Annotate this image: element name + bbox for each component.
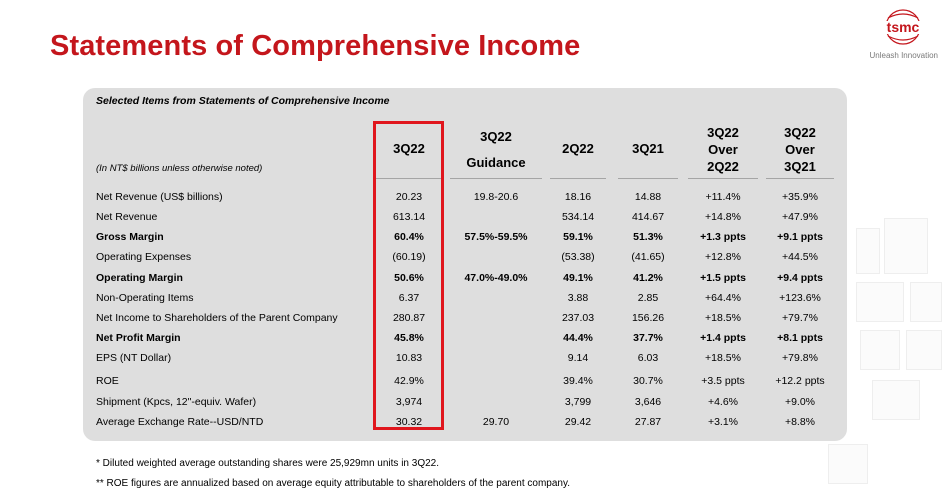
cell-q3_22: 42.9% — [394, 375, 424, 387]
row-label: Average Exchange Rate--USD/NTD — [96, 416, 264, 428]
footnote-roe: ** ROE figures are annualized based on average equity attributable to shareholders of the parent company. — [96, 478, 570, 489]
cell-yoy: +8.1 ppts — [777, 332, 823, 344]
table-row — [0, 247, 942, 267]
cell-q3_21: 2.85 — [637, 292, 659, 304]
table-row — [0, 207, 942, 227]
cell-q3_21: 51.3% — [633, 231, 663, 243]
cell-q3_22: 280.87 — [392, 312, 426, 324]
cell-q3_21: (41.65) — [631, 251, 665, 263]
cell-q2_22: 18.16 — [564, 191, 592, 203]
cell-q3_21: 37.7% — [633, 332, 663, 344]
footnote-shares: * Diluted weighted average outstanding shares were 25,929mn units in 3Q22. — [96, 458, 439, 469]
cell-q2_22: 3,799 — [564, 396, 592, 408]
cell-qoq: +18.5% — [705, 312, 741, 324]
table-row — [0, 268, 942, 288]
cell-yoy: +9.1 ppts — [777, 231, 823, 243]
row-label: Gross Margin — [96, 231, 164, 243]
cell-yoy: +12.2 ppts — [775, 375, 825, 387]
cell-guidance: 19.8-20.6 — [473, 191, 519, 203]
cell-qoq: +12.8% — [705, 251, 741, 263]
cell-q2_22: 39.4% — [563, 375, 593, 387]
cell-q3_22: 3,974 — [395, 396, 423, 408]
cell-yoy: +35.9% — [782, 191, 818, 203]
cell-qoq: +18.5% — [705, 352, 741, 364]
cell-q2_22: 534.14 — [561, 211, 595, 223]
cell-yoy: +9.4 ppts — [777, 272, 823, 284]
cell-yoy: +8.8% — [784, 416, 816, 428]
cell-q3_21: 6.03 — [637, 352, 659, 364]
table-row — [0, 392, 942, 412]
cell-qoq: +1.5 ppts — [700, 272, 746, 284]
column-header-qoq: 3Q22 Over 2Q22 — [707, 125, 739, 174]
tagline: Unleash Innovation — [869, 51, 938, 60]
header-divider — [450, 178, 542, 179]
cell-q2_22: 49.1% — [563, 272, 593, 284]
cell-qoq: +3.1% — [707, 416, 739, 428]
table-row — [0, 227, 942, 247]
cell-q3_21: 27.87 — [634, 416, 662, 428]
row-label: Operating Margin — [96, 272, 183, 284]
row-label: Net Profit Margin — [96, 332, 181, 344]
cell-q3_22: 30.32 — [395, 416, 423, 428]
panel-heading: Selected Items from Statements of Comprehensive Income — [96, 95, 390, 107]
cell-q3_21: 41.2% — [633, 272, 663, 284]
row-label: Shipment (Kpcs, 12"-equiv. Wafer) — [96, 396, 257, 408]
row-label: EPS (NT Dollar) — [96, 352, 172, 364]
cell-q3_21: 14.88 — [634, 191, 662, 203]
cell-q2_22: 9.14 — [567, 352, 589, 364]
table-row — [0, 288, 942, 308]
cell-qoq: +4.6% — [707, 396, 739, 408]
column-header-3q21: 3Q21 — [632, 141, 664, 156]
row-label: Net Revenue (US$ billions) — [96, 191, 223, 203]
table-row — [0, 348, 942, 368]
cell-q2_22: (53.38) — [561, 251, 595, 263]
cell-yoy: +9.0% — [784, 396, 816, 408]
cell-qoq: +1.4 ppts — [700, 332, 746, 344]
cell-q3_21: 3,646 — [634, 396, 662, 408]
decor-square — [828, 444, 868, 484]
cell-q3_22: 20.23 — [395, 191, 423, 203]
header-divider — [766, 178, 834, 179]
table-row — [0, 371, 942, 391]
header-divider — [550, 178, 606, 179]
logo-text: tsmc — [886, 19, 920, 35]
header-divider — [618, 178, 678, 179]
table-row — [0, 328, 942, 348]
cell-q2_22: 29.42 — [564, 416, 592, 428]
column-header-guidance: 3Q22 Guidance — [466, 129, 526, 170]
row-label: ROE — [96, 375, 119, 387]
table-row — [0, 187, 942, 207]
cell-qoq: +14.8% — [705, 211, 741, 223]
highlight-box-3q22 — [373, 121, 444, 430]
cell-q3_22: 6.37 — [398, 292, 420, 304]
cell-q2_22: 237.03 — [561, 312, 595, 324]
cell-yoy: +79.7% — [782, 312, 818, 324]
cell-q3_21: 156.26 — [631, 312, 665, 324]
cell-yoy: +47.9% — [782, 211, 818, 223]
cell-qoq: +64.4% — [705, 292, 741, 304]
cell-q3_22: 613.14 — [392, 211, 426, 223]
cell-q3_21: 30.7% — [633, 375, 663, 387]
cell-qoq: +11.4% — [705, 191, 741, 203]
cell-guidance: 29.70 — [482, 416, 510, 428]
column-header-2q22: 2Q22 — [562, 141, 594, 156]
cell-yoy: +79.8% — [782, 352, 818, 364]
cell-qoq: +1.3 ppts — [700, 231, 746, 243]
cell-q3_22: (60.19) — [392, 251, 426, 263]
cell-q3_22: 60.4% — [394, 231, 424, 243]
cell-yoy: +44.5% — [782, 251, 818, 263]
cell-guidance: 57.5%-59.5% — [464, 231, 528, 243]
cell-q2_22: 59.1% — [563, 231, 593, 243]
cell-q2_22: 3.88 — [567, 292, 589, 304]
column-header-yoy: 3Q22 Over 3Q21 — [784, 125, 816, 174]
cell-q3_22: 10.83 — [395, 352, 423, 364]
cell-q3_22: 45.8% — [394, 332, 424, 344]
cell-guidance: 47.0%-49.0% — [464, 272, 528, 284]
cell-q3_21: 414.67 — [631, 211, 665, 223]
row-label: Non-Operating Items — [96, 292, 194, 304]
row-label: Operating Expenses — [96, 251, 192, 263]
table-row — [0, 308, 942, 328]
row-label: Net Income to Shareholders of the Parent Company — [96, 312, 338, 324]
header-divider — [688, 178, 758, 179]
cell-qoq: +3.5 ppts — [701, 375, 745, 387]
page-title: Statements of Comprehensive Income — [50, 30, 581, 62]
column-header-3q22: 3Q22 — [393, 141, 425, 156]
row-label: Net Revenue — [96, 211, 158, 223]
unit-note: (In NT$ billions unless otherwise noted) — [96, 163, 263, 174]
cell-yoy: +123.6% — [779, 292, 821, 304]
cell-q2_22: 44.4% — [563, 332, 593, 344]
table-row — [0, 412, 942, 432]
tsmc-logo — [872, 6, 934, 48]
cell-q3_22: 50.6% — [394, 272, 424, 284]
